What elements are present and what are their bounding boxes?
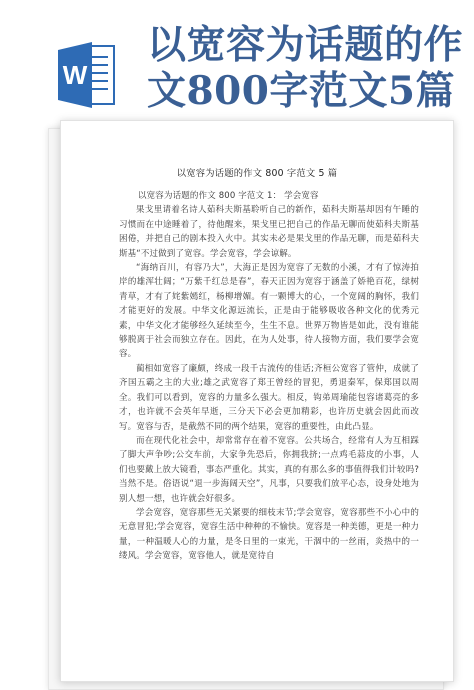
banner-title-line-1: 以宽容为话题的作 [147, 22, 464, 68]
essay-subtitle: 以宽容为话题的作文 800 字范文 1： 学会宽容 [138, 191, 319, 201]
word-document-icon [58, 40, 116, 110]
word-logo-letter: W [62, 60, 88, 90]
paragraph-3: 蔺相如宽容了廉颇，终成一段千古流传的佳话;齐桓公宽容了管仲，成就了齐国五霸之主的大业;雄之武宽容了郑王曾经的冒犯，勇退秦军，保郑国以周全。我们可以看到，宽容的力量多么强大。相反，钩弟周瑜能包容诸葛亮的多才，也许就不会英年早逝，三分天下必会更加精彩，也许历史就会因此而改写。宽容与否，是截然不同的两个结果，宽容的重要性，由此凸显。 [119, 363, 419, 432]
paragraph-1: 果戈里请着名诗人茹科夫斯基聆听自己的新作，茹科夫斯基却因有午睡的习惯而在中途睡着了，待他醒来，果戈里已把自己的作品无聊而使茹科夫斯基困倦，并把自己的剧本投入火中。其实未必是果戈里的作品无聊，而是茹科夫斯基“不过做到了宽容。学会宽容，学会谅解。 [119, 205, 419, 259]
document-page [60, 120, 454, 682]
banner-title [147, 22, 467, 114]
paragraph-2: “海纳百川，有容乃大”，大海正是因为宽容了无数的小溪，才有了惊涛拍岸的雄浑壮阔；“万紫千红总是春”，春天正因为宽容于涵盖了娇艳百花，绿树青草，才有了姹紫嫣红，杨柳增媚。有一颗博大的心，一个宽阔的胸怀，我们才能更好的发展。中华文化源远流长，正是由于能够吸收各种文化的优秀元素，中华文化才能够经久延续至今，生生不息。世界万物皆是如此，没有谁能够脱离于社会而独立存在。因此，在为人处事，待人接物方面，我们要学会宽容。 [119, 263, 419, 360]
document-title: 以宽容为话题的作文 800 字范文 5 篇 [176, 168, 338, 179]
paragraph-4: 而在现代化社会中，却常常存在着不宽容。公共场合，经常有人为互相踩了脚大声争吵;公交车前，大家争先恐后，你拥我挤;一点鸡毛蒜皮的小事，人们也要戴上放大镜看，事态严重化。其实，真的有那么多的事值得我们计较吗?当然不是。俗语说“退一步海阔天空”，凡事，只要我们放平心态，设身处地为别人想一想，也许就会好很多。 [119, 435, 419, 504]
banner-header [0, 0, 474, 120]
document-body [119, 189, 419, 564]
paragraph-5: 学会宽容，宽容那些无关紧要的细枝末节;学会宽容，宽容那些不小心中的无意冒犯;学会宽容，宽容生活中种种的不愉快。宽容是一种美德，更是一种力量，一种温暖人心的力量，是冬日里的一束光，干涸中的一丝雨，炎热中的一缕风。学会宽容，宽容他人，就是宽待自 [119, 507, 419, 562]
banner-title-line-2: 文800字范文5篇 [147, 68, 456, 114]
